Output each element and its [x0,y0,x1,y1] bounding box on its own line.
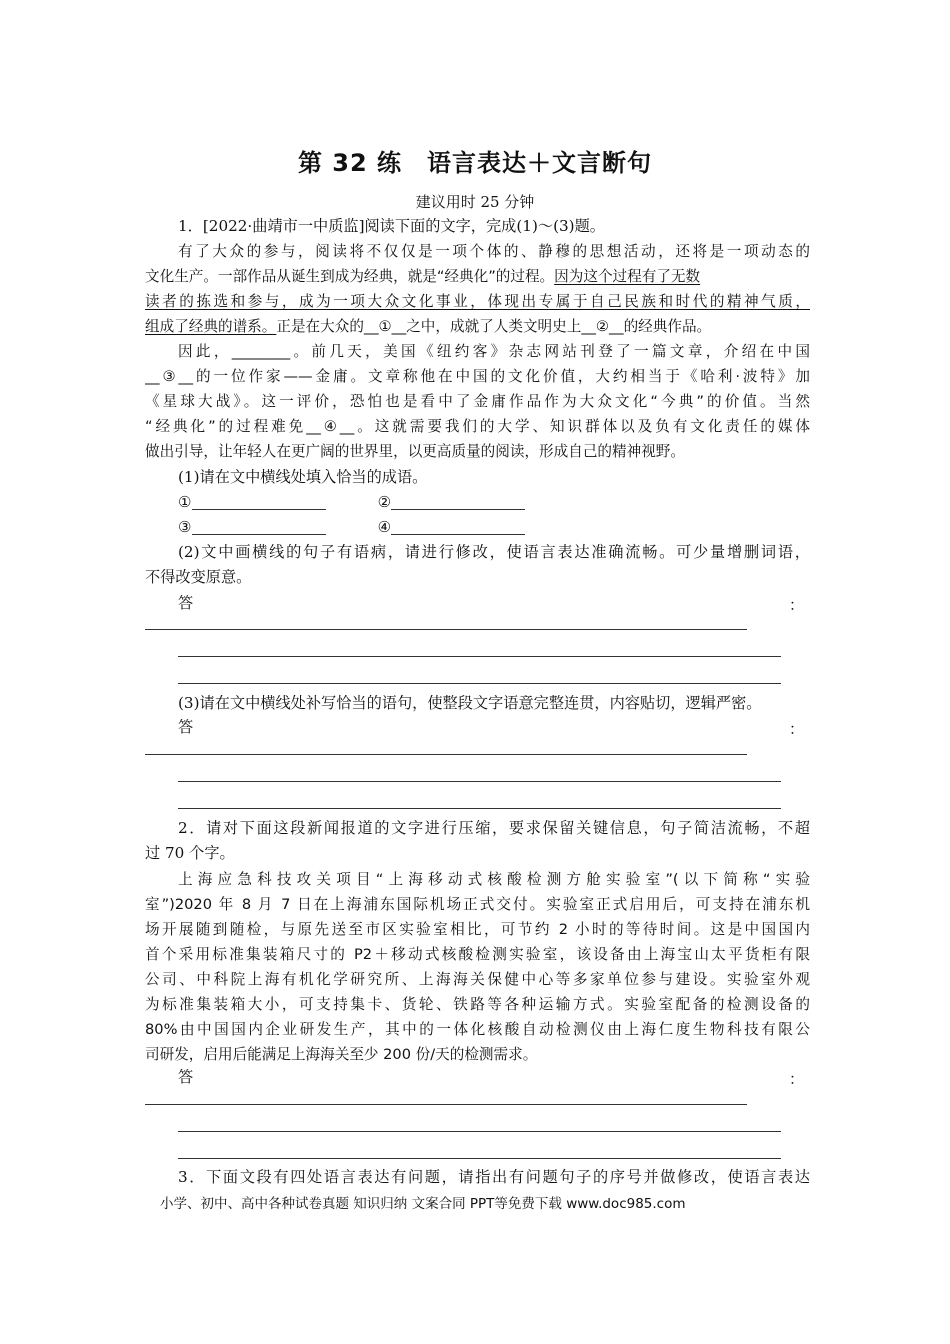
idiom-blank-row [178,516,810,538]
question-3-stem: 3．下面文段有四处语言表达有问题，请指出有问题句子的序号并做修改，使语言表达 [178,1168,810,1186]
answer-line[interactable] [178,1131,781,1132]
page-subtitle: 建议用时 25 分钟 [415,193,535,211]
q1-passage-line: 组成了经典的谱系。正是在大众的__①__之中，成就了人类文明史上__②__的经典作品。 [145,318,712,335]
answer-line[interactable] [145,629,747,630]
question-2-stem: 过 70 个字。 [145,844,235,862]
q1-sub-question-3: (3)请在文中横线处补写恰当的语句，使整段文字语意完整连贯，内容贴切，逻辑严密。 [178,694,762,712]
answer-colon: ： [789,1070,805,1088]
answer-colon: ： [789,596,805,614]
answer-line[interactable] [178,1158,781,1159]
answer-line[interactable] [145,754,747,755]
idiom-answer-blank[interactable] [192,518,326,535]
idiom-answer-blank[interactable] [391,518,525,535]
blank-label: ③ [178,518,192,536]
q2-passage-line: 上海应急科技攻关项目“上海移动式核酸检测方舱实验室”(以下简称“实验 [178,871,810,888]
footer-ad-text: 小学、初中、高中各种试卷真题 知识归纳 文案合同 PPT等免费下载 www.doc985.com [160,1196,686,1212]
q2-passage-line: 为标准集装箱大小，可支持集卡、货轮、铁路等各种运输方式。实验室配备的检测设备的 [145,996,810,1013]
answer-line[interactable] [178,781,781,782]
q1-passage-line: “经典化”的过程难免__④__。这就需要我们的大学、知识群体以及负有文化责任的媒体 [145,418,810,435]
q1-passage-line: __③__的一位作家——金庸。文章称他在中国的文化价值，大约相当于《哈利·波特》加 [145,368,810,385]
q2-passage-line: 室”)2020 年 8 月 7 日在上海浦东国际机场正式交付。实验室正式启用后，可支持在浦东机 [145,896,810,913]
q1-underlined-sentence: 因为这个过程有了无数 [554,268,701,285]
q2-passage-line: 司研发，启用后能满足上海海关至少 200 份/天的检测需求。 [145,1046,538,1063]
q2-passage-line: 80%由中国国内企业研发生产，其中的一体化核酸自动检测仪由上海仁度生物科技有限公 [145,1021,810,1038]
q1-passage-line: 有了大众的参与，阅读将不仅仅是一项个体的、静穆的思想活动，还将是一项动态的 [178,243,810,260]
q1-passage-line: 做出引导，让年轻人在更广阔的世界里，以更高质量的阅读，形成自己的精神视野。 [145,443,685,460]
page-title: 第 32 练 语言表达＋文言断句 [297,149,653,177]
q1-passage-line: 因此，________。前几天，美国《纽约客》杂志网站刊登了一篇文章，介绍在中国 [178,343,810,360]
question-1-stem: 1．[2022·曲靖市一中质监]阅读下面的文字，完成(1)～(3)题。 [178,217,605,235]
idiom-blank-row [178,491,810,513]
blank-label: ① [178,493,192,511]
answer-label: 答 [178,594,194,612]
answer-line[interactable] [178,808,781,809]
q1-passage-line: 《星球大战》。这一评价，恐怕也是看中了金庸作品作为大众文化“今典”的价值。当然 [145,393,810,410]
q1-underlined-sentence: 组成了经典的谱系。 [145,318,277,335]
answer-colon: ： [789,720,805,738]
q1-underlined-sentence: 读者的拣选和参与，成为一项大众文化事业，体现出专属于自己民族和时代的精神气质， [145,293,810,310]
q2-passage-line: 场开展随到随检，与原先送至市区实验室相比，可节约 2 小时的等待时间。这是中国国内 [145,921,810,938]
answer-label: 答 [178,1068,194,1086]
q1-passage-line: 文化生产。一部作品从诞生到成为经典，就是“经典化”的过程。因为这个过程有了无数 [145,268,701,285]
blank-label: ④ [377,518,392,536]
q2-passage-line: 首个采用标准集装箱尺寸的 P2＋移动式核酸检测实验室，该设备由上海宝山太平货柜有限 [145,946,810,963]
q1-sub-question-2: 不得改变原意。 [145,568,252,586]
blank-label: ② [377,493,392,511]
answer-label: 答 [178,718,194,736]
q1-sub-question-1: (1)请在文中横线处填入恰当的成语。 [178,468,428,486]
q1-sub-question-2: (2)文中画横线的句子有语病，请进行修改，使语言表达准确流畅。可少量增删词语， [178,543,810,561]
idiom-answer-blank[interactable] [391,493,525,510]
question-2-stem: 2．请对下面这段新闻报道的文字进行压缩，要求保留关键信息，句子简洁流畅，不超 [178,819,810,837]
answer-line[interactable] [145,1104,747,1105]
q2-passage-line: 公司、中科院上海有机化学研究所、上海海关保健中心等多家单位参与建设。实验室外观 [145,971,810,988]
idiom-answer-blank[interactable] [192,493,326,510]
answer-line[interactable] [178,683,781,684]
answer-line[interactable] [178,656,781,657]
